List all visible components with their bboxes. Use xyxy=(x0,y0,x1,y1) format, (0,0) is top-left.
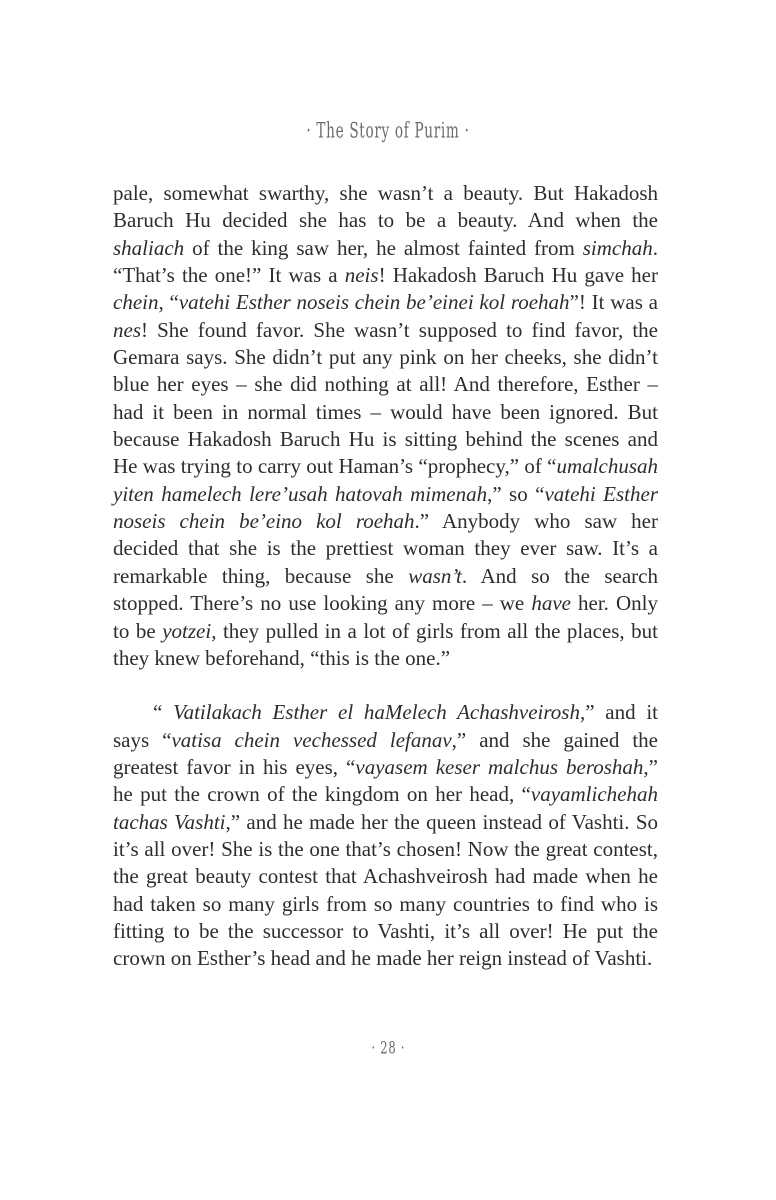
text-run: ,” and she gained the greatest favor in his eyes, “ xyxy=(113,727,658,779)
italic-phrase: vatehi Esther noseis chein be’eino kol roehah xyxy=(113,481,658,534)
paragraph xyxy=(113,180,658,672)
italic-phrase: have xyxy=(531,591,571,616)
italic-phrase: vayasem keser malchus beroshah xyxy=(355,754,644,779)
italic-phrase: Vatilakach Esther el haMelech Achashveirosh xyxy=(173,700,580,725)
text-run: of the king saw her, he almost fainted from xyxy=(184,235,583,260)
italic-phrase: nes xyxy=(113,317,141,342)
text-run: .” Anybody who saw her decided that she is the prettiest woman they ever saw. It’s a remarkable thing, because she xyxy=(113,509,658,588)
text-run: ,” and it says “ xyxy=(113,700,659,752)
italic-phrase: vatisa chein vechessed lefanav xyxy=(171,727,452,752)
text-run: ,” he put the crown of the kingdom on her head, “ xyxy=(113,754,658,807)
italic-phrase: wasn’t xyxy=(408,563,462,588)
text-run: ,” so “ xyxy=(487,481,545,506)
italic-phrase: umalchusah yiten hamelech lere’usah hatovah mimenah xyxy=(113,454,658,506)
page-body xyxy=(113,180,658,973)
paragraph xyxy=(113,699,658,972)
italic-phrase: chein xyxy=(113,290,159,315)
text-run: her. Only to be xyxy=(113,591,658,643)
page-footer xyxy=(0,1038,776,1058)
text-run: ! She found favor. She wasn’t supposed to find favor, the Gemara says. She didn’t put any pink on her cheeks, she didn’t blue her eyes – she did nothing at all! And therefore, Esther – had it been in normal times – would have been ignored. But because Hakadosh Baruch Hu is sitting behind the scenes and He was trying to carry out Haman’s “prophecy,” of “ xyxy=(113,317,658,479)
text-run: ! Hakadosh Baruch Hu gave her xyxy=(378,263,658,288)
italic-phrase: simchah xyxy=(582,235,653,260)
chapter-title: · The Story of Purim · xyxy=(306,117,470,143)
italic-phrase: yotzei xyxy=(162,618,212,643)
text-run: , they pulled in a lot of girls from all the places, but they knew beforehand, “this is the one.” xyxy=(113,618,658,670)
italic-phrase: shaliach xyxy=(113,235,185,260)
italic-phrase: vayamlichehah tachas Vashti xyxy=(113,782,658,834)
running-header xyxy=(0,118,776,142)
text-run: pale, somewhat swarthy, she wasn’t a beauty. But Hakadosh Baruch Hu decided she has to be a beauty. And when the xyxy=(113,181,658,233)
page-number: · 28 · xyxy=(371,1037,405,1058)
text-run: “ xyxy=(153,700,174,725)
text-run: , “ xyxy=(158,290,179,315)
italic-phrase: vatehi Esther noseis chein be’einei kol roehah xyxy=(178,290,570,315)
text-run: ”! It was a xyxy=(569,290,658,315)
text-run: . “That’s the one!” It was a xyxy=(113,235,658,288)
text-run: ,” and he made her the queen instead of Vashti. So it’s all over! She is the one that’s chosen! Now the great contest, the great beauty contest that Achashveirosh had made when he had taken so many girls from so many countries to find who is fitting to be the successor to Vashti, it’s all over! He put the crown on Esther’s head and he made her reign instead of Vashti. xyxy=(113,809,659,971)
text-run: . And so the search stopped. There’s no use looking any more – we xyxy=(113,563,658,616)
italic-phrase: neis xyxy=(344,263,379,288)
